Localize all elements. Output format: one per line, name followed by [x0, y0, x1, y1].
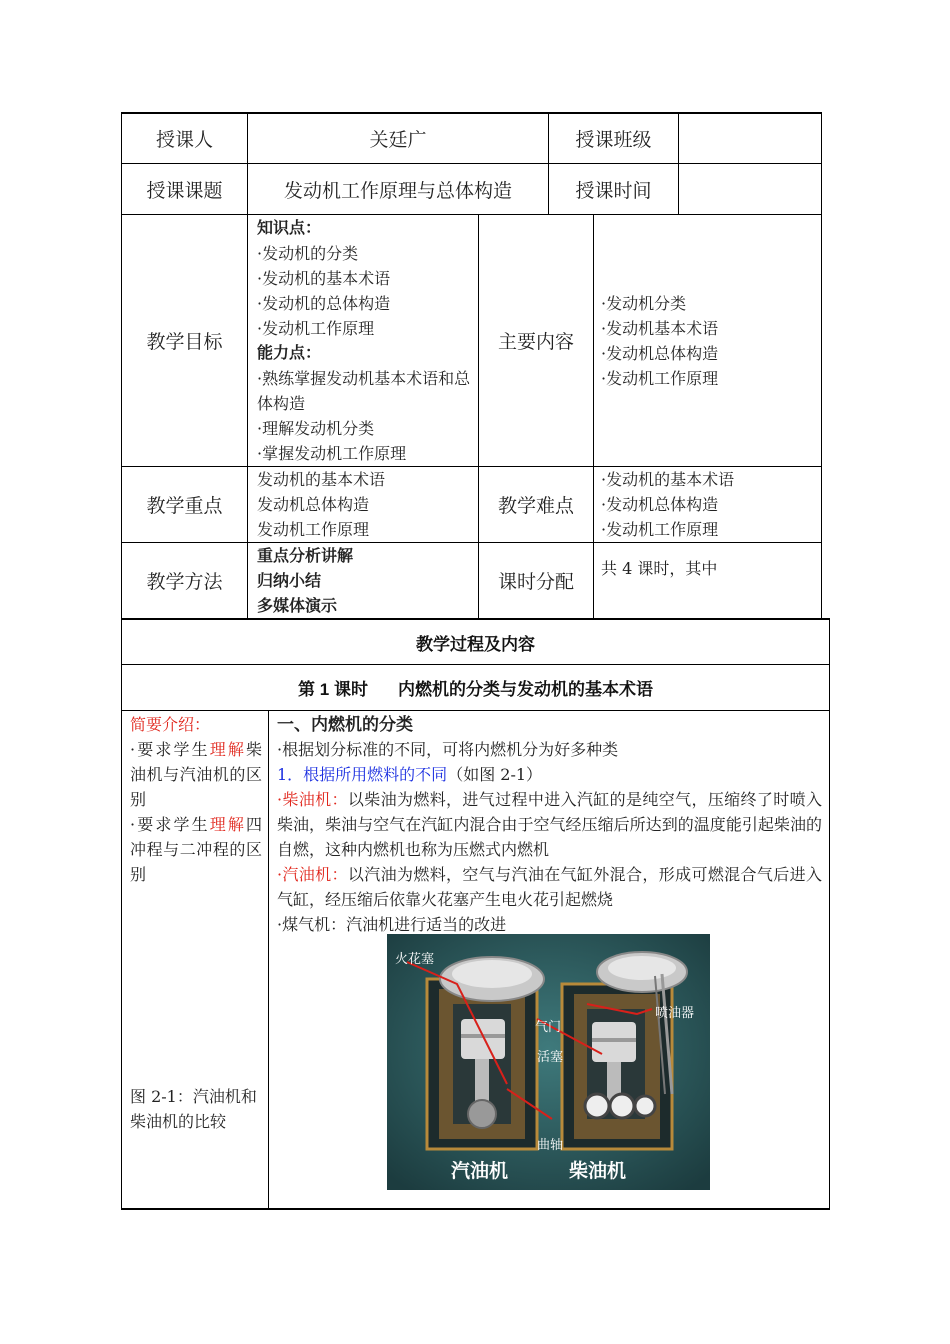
teacher-value: 关廷广	[369, 129, 427, 151]
knowledge-title: 知识点：	[257, 220, 322, 237]
process-title: 教学过程及内容	[416, 634, 535, 654]
ability-item: ·掌握发动机工作原理	[257, 444, 407, 463]
note-1	[130, 737, 262, 812]
method-label: 教学方法	[146, 571, 223, 593]
section-title: 一、内燃机的分类	[277, 715, 413, 734]
ability-item: ·熟练掌握发动机基本术语和总体构造	[257, 369, 471, 413]
difficult-list	[601, 467, 816, 542]
knowledge-item: ·发动机的总体构造	[257, 294, 391, 313]
label-spark-plug: 火花塞	[395, 951, 435, 966]
label-crankshaft: 曲轴	[537, 1137, 564, 1152]
label-valve: 气门	[535, 1019, 562, 1034]
gasoline-paragraph	[277, 862, 822, 912]
knowledge-item: ·发动机的分类	[257, 244, 359, 263]
gas-engine-line: ·煤气机：汽油机进行适当的改进	[277, 915, 507, 934]
engine-comparison-figure	[387, 934, 710, 1190]
diesel-label: ·柴油机：	[277, 790, 348, 809]
note-emphasis: 理解	[209, 740, 246, 759]
note-text: 柴油机与汽油机的区别	[130, 740, 262, 809]
method-list	[257, 544, 475, 619]
gasoline-text: 以汽油为燃料，空气与汽油在气缸外混合，形成可燃混合气后进入气缸，经压缩后依靠火花塞产生电火花引起燃烧	[277, 865, 822, 909]
label-piston: 活塞	[537, 1049, 564, 1064]
goals-label: 教学目标	[146, 331, 223, 353]
intro-title: 简要介绍：	[130, 715, 211, 734]
main-content-list	[601, 291, 816, 391]
teacher-label: 授课人	[155, 129, 213, 151]
key-points-label: 教学重点	[146, 495, 223, 517]
goals-content	[257, 216, 475, 466]
difficult-label: 教学难点	[497, 495, 574, 517]
difficult-item: ·发动机工作原理	[601, 520, 719, 539]
main-item: ·发动机分类	[601, 294, 687, 313]
difficult-item: ·发动机总体构造	[601, 495, 719, 514]
difficult-item: ·发动机的基本术语	[601, 470, 735, 489]
hours-value: 共 4 课时，其中	[601, 559, 718, 578]
key-points-list	[257, 467, 475, 542]
knowledge-item: ·发动机工作原理	[257, 319, 375, 338]
label-gasoline-engine: 汽油机	[451, 1161, 509, 1182]
key-point-item: 发动机工作原理	[257, 520, 370, 539]
gasoline-engine-block	[407, 957, 552, 1149]
lesson-number: 第 1 课时	[298, 680, 368, 699]
label-diesel-engine: 柴油机	[569, 1161, 627, 1182]
hours-label: 课时分配	[497, 571, 574, 593]
key-point-item: 发动机的基本术语	[257, 470, 386, 489]
method-item: 重点分析讲解	[257, 548, 354, 565]
key-point-item: 发动机总体构造	[257, 495, 370, 514]
lesson-heading	[122, 665, 829, 710]
topic-value: 发动机工作原理与总体构造	[283, 179, 512, 202]
main-item: ·发动机工作原理	[601, 369, 719, 388]
sidebar-notes	[130, 712, 262, 887]
ability-item: ·理解发动机分类	[257, 419, 375, 438]
note-text: ·要求学生	[130, 740, 210, 759]
lesson-title: 内燃机的分类与发动机的基本术语	[397, 680, 653, 699]
main-content-label: 主要内容	[497, 331, 574, 353]
knowledge-item: ·发动机的基本术语	[257, 269, 391, 288]
diesel-text: 以柴油为燃料，进气过程中进入汽缸的是纯空气，压缩终了时喷入柴油，柴油与空气在汽缸内混合由于空气经压缩后所达到的温度能引起柴油的自燃，这种内燃机也称为压燃式内燃机	[277, 790, 822, 859]
main-item: ·发动机总体构造	[601, 344, 719, 363]
time-label: 授课时间	[575, 179, 652, 202]
note-text: ·要求学生	[130, 815, 210, 834]
class-value	[679, 114, 821, 163]
note-2	[130, 812, 262, 887]
intro-line: ·根据划分标准的不同，可将内燃机分为好多种类	[277, 740, 619, 759]
subsection-heading	[277, 762, 822, 787]
ability-title: 能力点：	[257, 345, 322, 362]
label-injector: 喷油器	[655, 1005, 695, 1020]
main-item: ·发动机基本术语	[601, 319, 719, 338]
note-emphasis: 理解	[209, 815, 246, 834]
class-label: 授课班级	[575, 129, 652, 151]
diesel-paragraph	[277, 787, 822, 862]
method-item: 归纳小结	[257, 573, 322, 590]
note-text: 四冲程与二冲程的区别	[130, 815, 262, 884]
gasoline-label: ·汽油机：	[277, 865, 348, 884]
content-body	[277, 712, 822, 937]
method-item: 多媒体演示	[257, 598, 338, 615]
topic-label: 授课课题	[146, 179, 223, 202]
subsection-ref: （如图 2-1）	[447, 765, 543, 784]
figure-caption: 图 2-1：汽油机和柴油机的比较	[130, 1087, 257, 1131]
time-value	[679, 164, 821, 214]
subsection-title: 1．根据所用燃料的不同	[277, 765, 448, 784]
